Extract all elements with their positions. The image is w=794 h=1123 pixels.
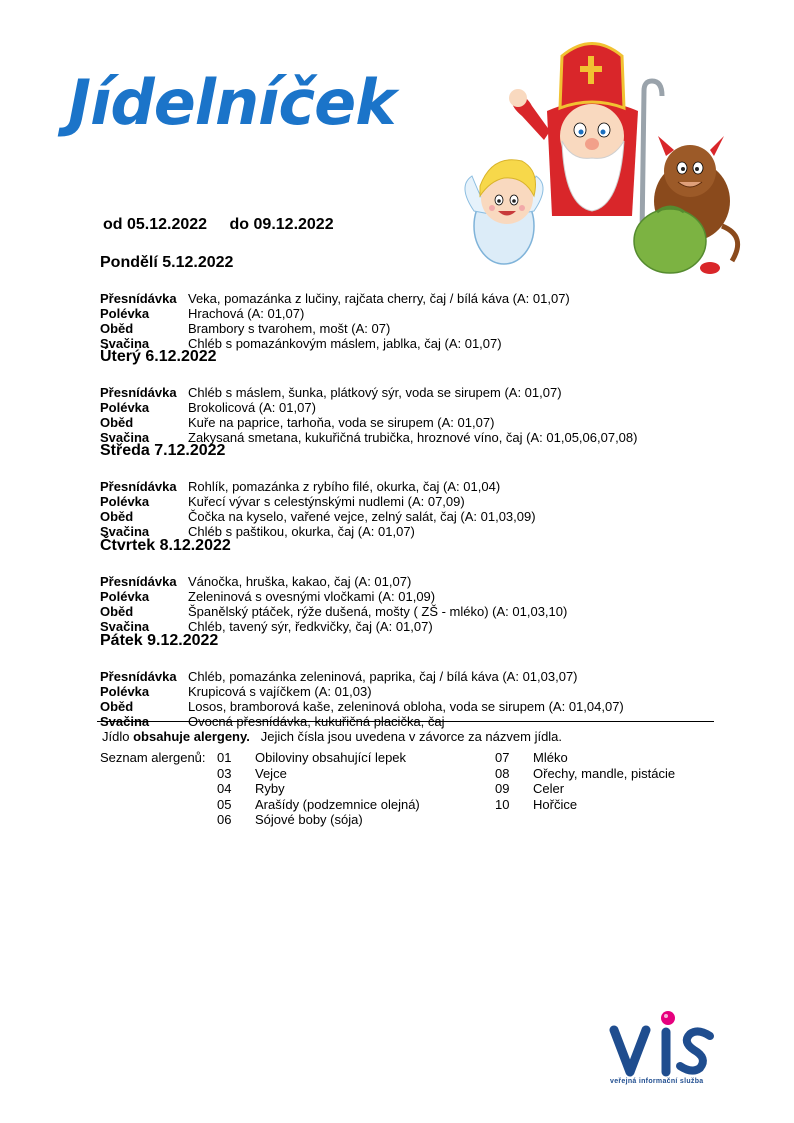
meal-text: Chléb, pomazánka zeleninová, paprika, čaj / bílá káva (A: 01,03,07) [188,669,578,684]
meal-label: Polévka [100,684,150,699]
allergen-item [217,781,420,797]
day-monday [100,253,740,351]
meal-list [100,574,740,634]
meal-label: Oběd [100,321,134,336]
meal-text: Vánočka, hruška, kakao, čaj (A: 01,07) [188,574,412,589]
allergen-name: Celer [533,781,565,796]
allergen-item [217,812,420,828]
day-thursday [100,536,740,634]
logo-tagline: veřejná informační služba [610,1078,704,1085]
allergen-note [102,729,562,745]
meal-text: Chléb s máslem, šunka, plátkový sýr, voda se sirupem (A: 01,07) [188,385,562,400]
allergen-name: Obiloviny obsahující lepek [255,750,407,765]
meal-text: Krupicová s vajíčkem (A: 01,03) [188,684,372,699]
day-title: Čtvrtek 8.12.2022 [100,537,231,554]
meal-label: Přesnídávka [100,291,177,306]
mikulas-illustration [452,36,742,281]
meal-text: Kuřecí vývar s celestýnskými nudlemi (A: 07,09) [188,494,465,509]
angel-figure [465,160,543,264]
period-from: od 05.12.2022 [103,216,208,233]
meal-text: Ovocná přesnídávka, kukuřičná placička, čaj [188,714,445,729]
period [103,216,352,234]
meal-text: Losos, bramborová kaše, zeleninová obloha, voda se sirupem (A: 01,04,07) [188,699,624,714]
meal-list [100,385,740,445]
meal-label: Oběd [100,415,134,430]
divider [97,721,714,722]
allergen-item [217,750,420,766]
meal-label: Přesnídávka [100,669,177,684]
meal-list [100,479,740,539]
meal-text: Brambory s tvarohem, mošt (A: 07) [188,321,391,336]
meal-label: Polévka [100,306,150,321]
meal-text: Zeleninová s ovesnými vločkami (A: 01,09) [188,589,436,604]
meal-text: Chléb, tavený sýr, ředkvičky, čaj (A: 01,07) [188,619,433,634]
allergen-item [495,750,675,766]
allergen-number: 04 [217,781,232,796]
meal-text: Veka, pomazánka z lučiny, rajčata cherry, čaj / bílá káva (A: 01,07) [188,291,570,306]
meal-row [100,479,740,494]
meal-text: Čočka na kyselo, vařené vejce, zelný salát, čaj (A: 01,03,09) [188,509,536,524]
meal-label: Svačina [100,524,150,539]
allergen-name: Sójové boby (sója) [255,812,363,827]
meal-label: Polévka [100,589,150,604]
period-to: do 09.12.2022 [229,216,334,233]
meal-row [100,589,740,604]
meal-row [100,400,740,415]
day-title: Pátek 9.12.2022 [100,632,219,649]
allergen-item [495,766,675,782]
allergen-name: Hořčice [533,796,578,812]
allergen-number: 09 [495,781,510,796]
allergen-item [495,797,675,813]
meal-row [100,321,740,336]
allergen-heading: Seznam alergenů: [100,750,206,765]
allergen-number: 07 [495,750,510,765]
meal-row [100,699,740,714]
allergen-item [495,781,675,797]
allergen-number: 03 [217,765,232,781]
allergen-number: 06 [217,812,232,827]
meal-text: Chléb s pomazánkovým máslem, jablka, čaj (A: 01,07) [188,336,502,351]
meal-row [100,604,740,619]
allergen-number: 10 [495,796,510,812]
day-title: Pondělí 5.12.2022 [100,254,234,271]
meal-row [100,494,740,509]
meal-row [100,385,740,400]
day-friday [100,631,740,729]
meal-text: Chléb s paštikou, okurka, čaj (A: 01,07) [188,524,415,539]
meal-text: Rohlík, pomazánka z rybího filé, okurka, čaj (A: 01,04) [188,479,501,494]
day-title: Středa 7.12.2022 [100,442,226,459]
allergen-name: Vejce [255,765,287,781]
meal-row [100,684,740,699]
note-bold: obsahuje alergeny. [133,729,250,744]
allergen-number: 01 [217,750,232,765]
allergen-number: 05 [217,796,232,812]
allergen-name: Ořechy, mandle, pistácie [533,765,676,781]
allergen-column-2 [495,750,675,812]
meal-row [100,509,740,524]
meal-label: Oběd [100,604,134,619]
meal-row [100,306,740,321]
meal-label: Polévka [100,494,150,509]
meal-row [100,291,740,306]
meal-text: Španělský ptáček, rýže dušená, mošty ( ZŠ - mléko) (A: 01,03,10) [188,604,568,619]
page-title: Jídelníček [68,66,396,139]
day-tuesday [100,347,740,445]
meal-text: Zakysaná smetana, kukuřičná trubička, hroznové víno, čaj (A: 01,05,06,07,08) [188,430,638,445]
allergen-number: 08 [495,765,510,781]
meal-label: Polévka [100,400,150,415]
allergen-name: Arašídy (podzemnice olejná) [255,796,420,812]
note-prefix: Jídlo [102,729,134,744]
meal-label: Svačina [100,430,150,445]
allergen-item [217,766,420,782]
meal-label: Přesnídávka [100,385,177,400]
meal-label: Přesnídávka [100,574,177,589]
meal-label: Svačina [100,336,150,351]
meal-text: Hrachová (A: 01,07) [188,306,305,321]
meal-label: Přesnídávka [100,479,177,494]
meal-row [100,669,740,684]
meal-label: Svačina [100,714,150,729]
meal-label: Oběd [100,509,134,524]
meal-text: Kuře na paprice, tarhoňa, voda se sirupem (A: 01,07) [188,415,495,430]
meal-label: Svačina [100,619,150,634]
day-title: Úterý 6.12.2022 [100,348,217,365]
note-suffix: Jejich čísla jsou uvedena v závorce za názvem jídla. [249,729,563,744]
day-wednesday [100,441,740,539]
meal-text: Brokolicová (A: 01,07) [188,400,316,415]
allergen-name: Ryby [255,781,285,796]
meal-list [100,669,740,729]
meal-row [100,415,740,430]
allergen-item [217,797,420,813]
allergen-column-1 [217,750,420,828]
meal-label: Oběd [100,699,134,714]
meal-row [100,574,740,589]
allergen-name: Mléko [533,750,568,765]
meal-list [100,291,740,351]
